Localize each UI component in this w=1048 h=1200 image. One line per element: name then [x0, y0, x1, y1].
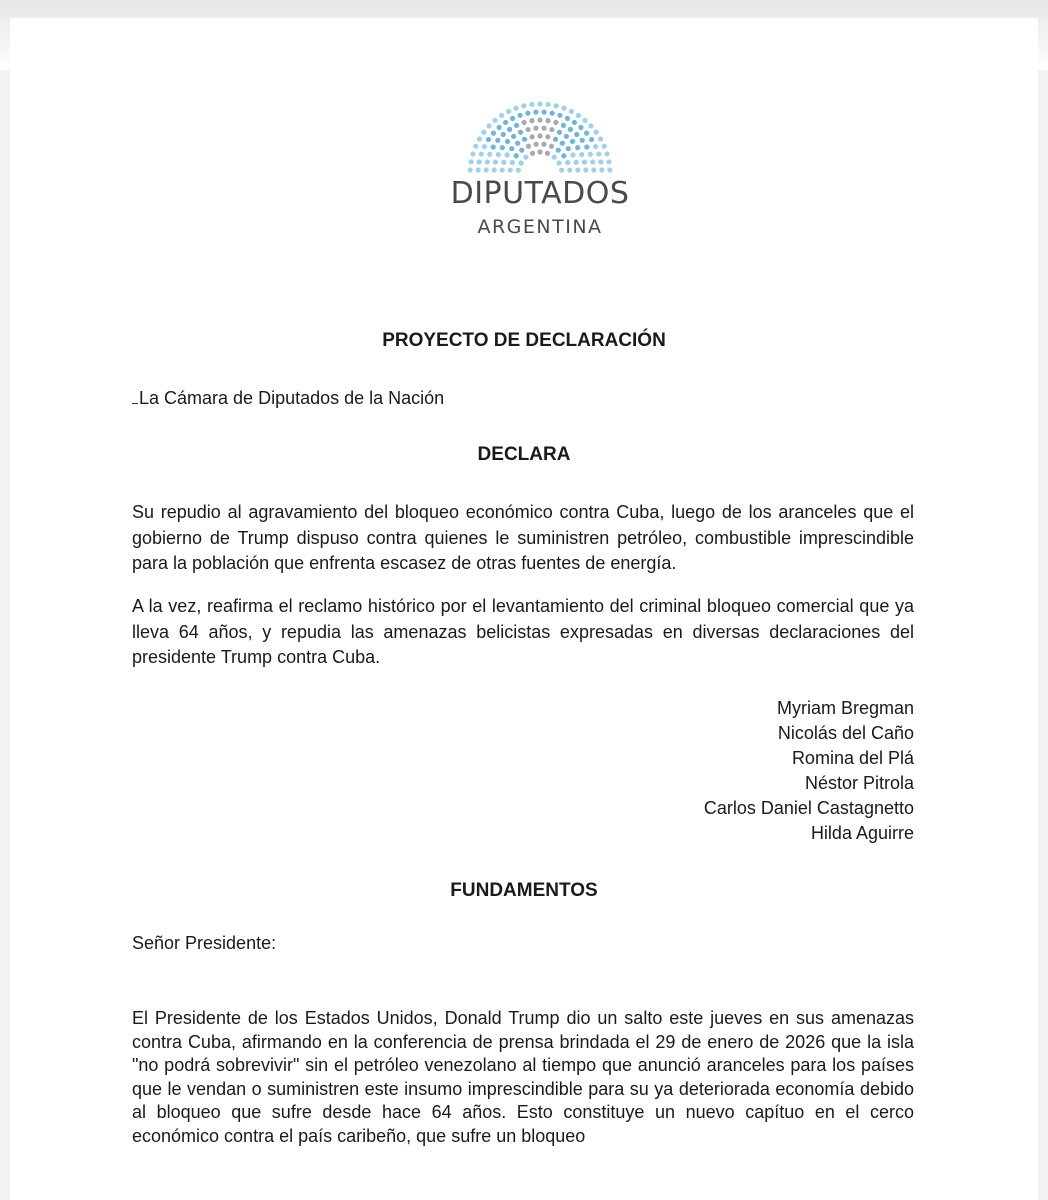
hemicycle-seat-dot [554, 103, 559, 108]
hemicycle-seat-dot [515, 141, 520, 146]
hemicycle-seat-dot [541, 126, 546, 131]
hemicycle-seat-dot [599, 167, 604, 172]
hemicycle-seat-dot [584, 144, 589, 149]
hemicycle-seat-dot [552, 155, 557, 160]
fundamentos-paragraph: El Presidente de los Estados Unidos, Donald Trump dio un salto este jueves en sus amenazas contra Cuba, afirmando en la conferencia de prensa brindada el 29 de enero de 2026 que la isla "no podrá sobrevivir" sin el petróleo venezolano al tiempo que anunció aranceles para los países que le vendan o suministren este insumo imprescindible para su ya deteriorada economía debido al bloqueo que sufre desde hace 64 años. Esto constituye un nuevo capítuo en el cerco económico contra el país caribeño, que sufre un bloqueo [132, 1008, 914, 1146]
hemicycle-seat-dot [566, 146, 571, 151]
hemicycle-seat-dot [491, 131, 496, 136]
hemicycle-seat-dot [525, 127, 530, 132]
hemicycle-seat-dot [596, 151, 601, 156]
hemicycle-seat-dot [533, 142, 538, 147]
hemicycle-seat-dot [545, 118, 550, 123]
hemicycle-seat-dot [541, 110, 546, 115]
hemicycle-seat-dot [579, 152, 584, 157]
hemicycle-seat-dot [588, 123, 593, 128]
hemicycle-seat-dot [537, 117, 542, 122]
hemicycle-seat-dot [545, 151, 550, 156]
signers-list [704, 696, 914, 846]
hemicycle-seat-dot [537, 101, 542, 106]
hemicycle-seat-dot [513, 106, 518, 111]
hemicycle-seat-dot [561, 123, 566, 128]
hemicycle-seat-dot [493, 159, 498, 164]
hemicycle-seat-dot [549, 127, 554, 132]
hemicycle-seat-dot [495, 138, 500, 143]
hemicycle-seat-dot [591, 167, 596, 172]
hemicycle-seat-dot [510, 160, 515, 165]
fundamentos-heading: FUNDAMENTOS [450, 880, 598, 901]
hemicycle-seat-dot [578, 125, 583, 130]
hemicycle-seat-dot [506, 109, 511, 114]
signer: Myriam Bregman [776, 698, 914, 718]
declara-paragraph-1: Su repudio al agravamiento del bloqueo económico contra Cuba, luego de los aranceles que el gobierno de Trump dispuso contra quienes le suministren petróleo, combustible imprescindible para la población que enfrenta escasez de otras fuentes de energía. [132, 502, 914, 573]
hemicycle-seat-dot [510, 116, 515, 121]
hemicycle-seat-dot [501, 132, 506, 137]
hemicycle-seat-dot [572, 120, 577, 125]
hemicycle-seat-dot [479, 151, 484, 156]
hemicycle-seat-dot [508, 167, 513, 172]
hemicycle-seat-dot [556, 160, 561, 165]
hemicycle-icon [463, 88, 617, 178]
hemicycle-seat-dot [486, 123, 491, 128]
hemicycle-seat-dot [546, 102, 551, 107]
hemicycle-seat-dot [525, 111, 530, 116]
hemicycle-seat-dot [557, 113, 562, 118]
signer: Néstor Pitrola [804, 773, 914, 793]
declara-heading: DECLARA [477, 444, 571, 465]
hemicycle-seat-dot [590, 159, 595, 164]
hemicycle-seat-dot [576, 113, 581, 118]
hemicycle-seat-dot [484, 167, 489, 172]
hemicycle-seat-dot [487, 152, 492, 157]
hemicycle-seat-dot [593, 144, 598, 149]
hemicycle-seat-dot [604, 151, 609, 156]
hemicycle-seat-dot [517, 113, 522, 118]
hemicycle-seat-dot [511, 134, 516, 139]
hemicycle-seat-dot [518, 130, 523, 135]
hemicycle-seat-dot [541, 142, 546, 147]
hemicycle-seat-dot [522, 137, 527, 142]
signer: Romina del Plá [791, 748, 914, 768]
hemicycle-seat-dot [526, 144, 531, 149]
hemicycle-seat-dot [499, 113, 504, 118]
hemicycle-seat-dot [492, 118, 497, 123]
hemicycle-seat-dot [602, 144, 607, 149]
hemicycle-seat-dot [468, 159, 473, 164]
hemicycle-seat-dot [530, 134, 535, 139]
diputados-logo [440, 88, 640, 248]
hemicycle-seat-dot [530, 151, 535, 156]
hemicycle-seat-dot [553, 137, 558, 142]
hemicycle-seat-dot [505, 139, 510, 144]
hemicycle-seat-dot [582, 118, 587, 123]
hemicycle-seat-dot [537, 149, 542, 154]
hemicycle-seat-dot [553, 120, 558, 125]
declara-paragraph-2: A la vez, reafirma el reclamo histórico por el levantamiento del criminal bloqueo comercial que ya lleva 64 años, y repudia las amenazas belicistas expresadas en diversas declaraciones del presidente Trump contra Cuba. [132, 596, 914, 667]
hemicycle-seat-dot [568, 127, 573, 132]
hemicycle-seat-dot [545, 134, 550, 139]
hemicycle-seat-dot [500, 145, 505, 150]
hemicycle-seat-dot [550, 111, 555, 116]
hemicycle-seat-dot [607, 167, 612, 172]
hemicycle-seat-dot [575, 145, 580, 150]
hemicycle-seat-dot [589, 137, 594, 142]
hemicycle-seat-dot [570, 139, 575, 144]
hemicycle-seat-dot [565, 116, 570, 121]
intro-line [132, 388, 444, 409]
hemicycle-seat-dot [583, 167, 588, 172]
hemicycle-seat-dot [557, 130, 562, 135]
hemicycle-seat-dot [504, 152, 509, 157]
hemicycle-seat-dot [470, 151, 475, 156]
hemicycle-seat-dot [564, 134, 569, 139]
hemicycle-seat-dot [606, 159, 611, 164]
hemicycle-seat-dot [537, 133, 542, 138]
hemicycle-seat-dot [565, 160, 570, 165]
hemicycle-seat-dot [594, 130, 599, 135]
hemicycle-seat-dot [501, 160, 506, 165]
hemicycle-seat-dot [521, 103, 526, 108]
hemicycle-seat-dot [598, 136, 603, 141]
hemicycle-seat-dot [533, 126, 538, 131]
hemicycle-seat-dot [561, 153, 566, 158]
hemicycle-seat-dot [477, 159, 482, 164]
hemicycle-seat-dot [473, 144, 478, 149]
hemicycle-seat-dot [523, 155, 528, 160]
hemicycle-seat-dot [485, 159, 490, 164]
hemicycle-seat-dot [518, 160, 523, 165]
document-page [10, 18, 1038, 1200]
hemicycle-seat-dot [492, 167, 497, 172]
document-title: PROYECTO DE DECLARACIÓN [382, 330, 666, 351]
hemicycle-seat-dot [503, 120, 508, 125]
hemicycle-seat-dot [500, 167, 505, 172]
hemicycle-seat-dot [477, 136, 482, 141]
intro-text: La Cámara de Diputados de la Nación [139, 388, 445, 408]
hemicycle-seat-dot [529, 102, 534, 107]
logo-subtitle: ARGENTINA [477, 216, 603, 238]
hemicycle-seat-dot [574, 132, 579, 137]
hemicycle-seat-dot [575, 167, 580, 172]
hemicycle-seat-dot [476, 167, 481, 172]
hemicycle-seat-dot [516, 168, 521, 173]
hemicycle-seat-dot [507, 127, 512, 132]
hemicycle-seat-dot [580, 138, 585, 143]
hemicycle-seat-dot [509, 146, 514, 151]
hemicycle-seat-dot [588, 152, 593, 157]
hemicycle-seat-dot [468, 167, 473, 172]
hemicycle-seat-dot [567, 167, 572, 172]
signer: Nicolás del Caño [777, 723, 914, 743]
hemicycle-seat-dot [514, 153, 519, 158]
hemicycle-seat-dot [497, 125, 502, 130]
hemicycle-seat-dot [491, 144, 496, 149]
hemicycle-seat-dot [549, 144, 554, 149]
hemicycle-seat-dot [533, 110, 538, 115]
hemicycle-seat-dot [496, 152, 501, 157]
hemicycle-seat-dot [521, 120, 526, 125]
hemicycle-seat-dot [570, 152, 575, 157]
hemicycle-seat-dot [569, 109, 574, 114]
hemicycle-seat-dot [584, 131, 589, 136]
hemicycle-seat-dot [598, 159, 603, 164]
hemicycle-seat-dot [582, 159, 587, 164]
signer: Hilda Aguirre [810, 823, 914, 843]
salutation: Señor Presidente: [132, 933, 277, 953]
hemicycle-seat-dot [559, 168, 564, 173]
signer: Carlos Daniel Castagnetto [703, 798, 914, 818]
hemicycle-seat-dot [481, 130, 486, 135]
hemicycle-seat-dot [482, 144, 487, 149]
text-cursor-mark [132, 403, 138, 404]
hemicycle-seat-dot [514, 123, 519, 128]
hemicycle-seat-dot [529, 118, 534, 123]
hemicycle-seat-dot [574, 160, 579, 165]
hemicycle-seat-dot [486, 137, 491, 142]
hemicycle-seat-dot [560, 141, 565, 146]
hemicycle-seat-dot [556, 148, 561, 153]
hemicycle-seat-dot [519, 148, 524, 153]
hemicycle-seat-dot [561, 106, 566, 111]
logo-title: DIPUTADOS [450, 176, 630, 211]
